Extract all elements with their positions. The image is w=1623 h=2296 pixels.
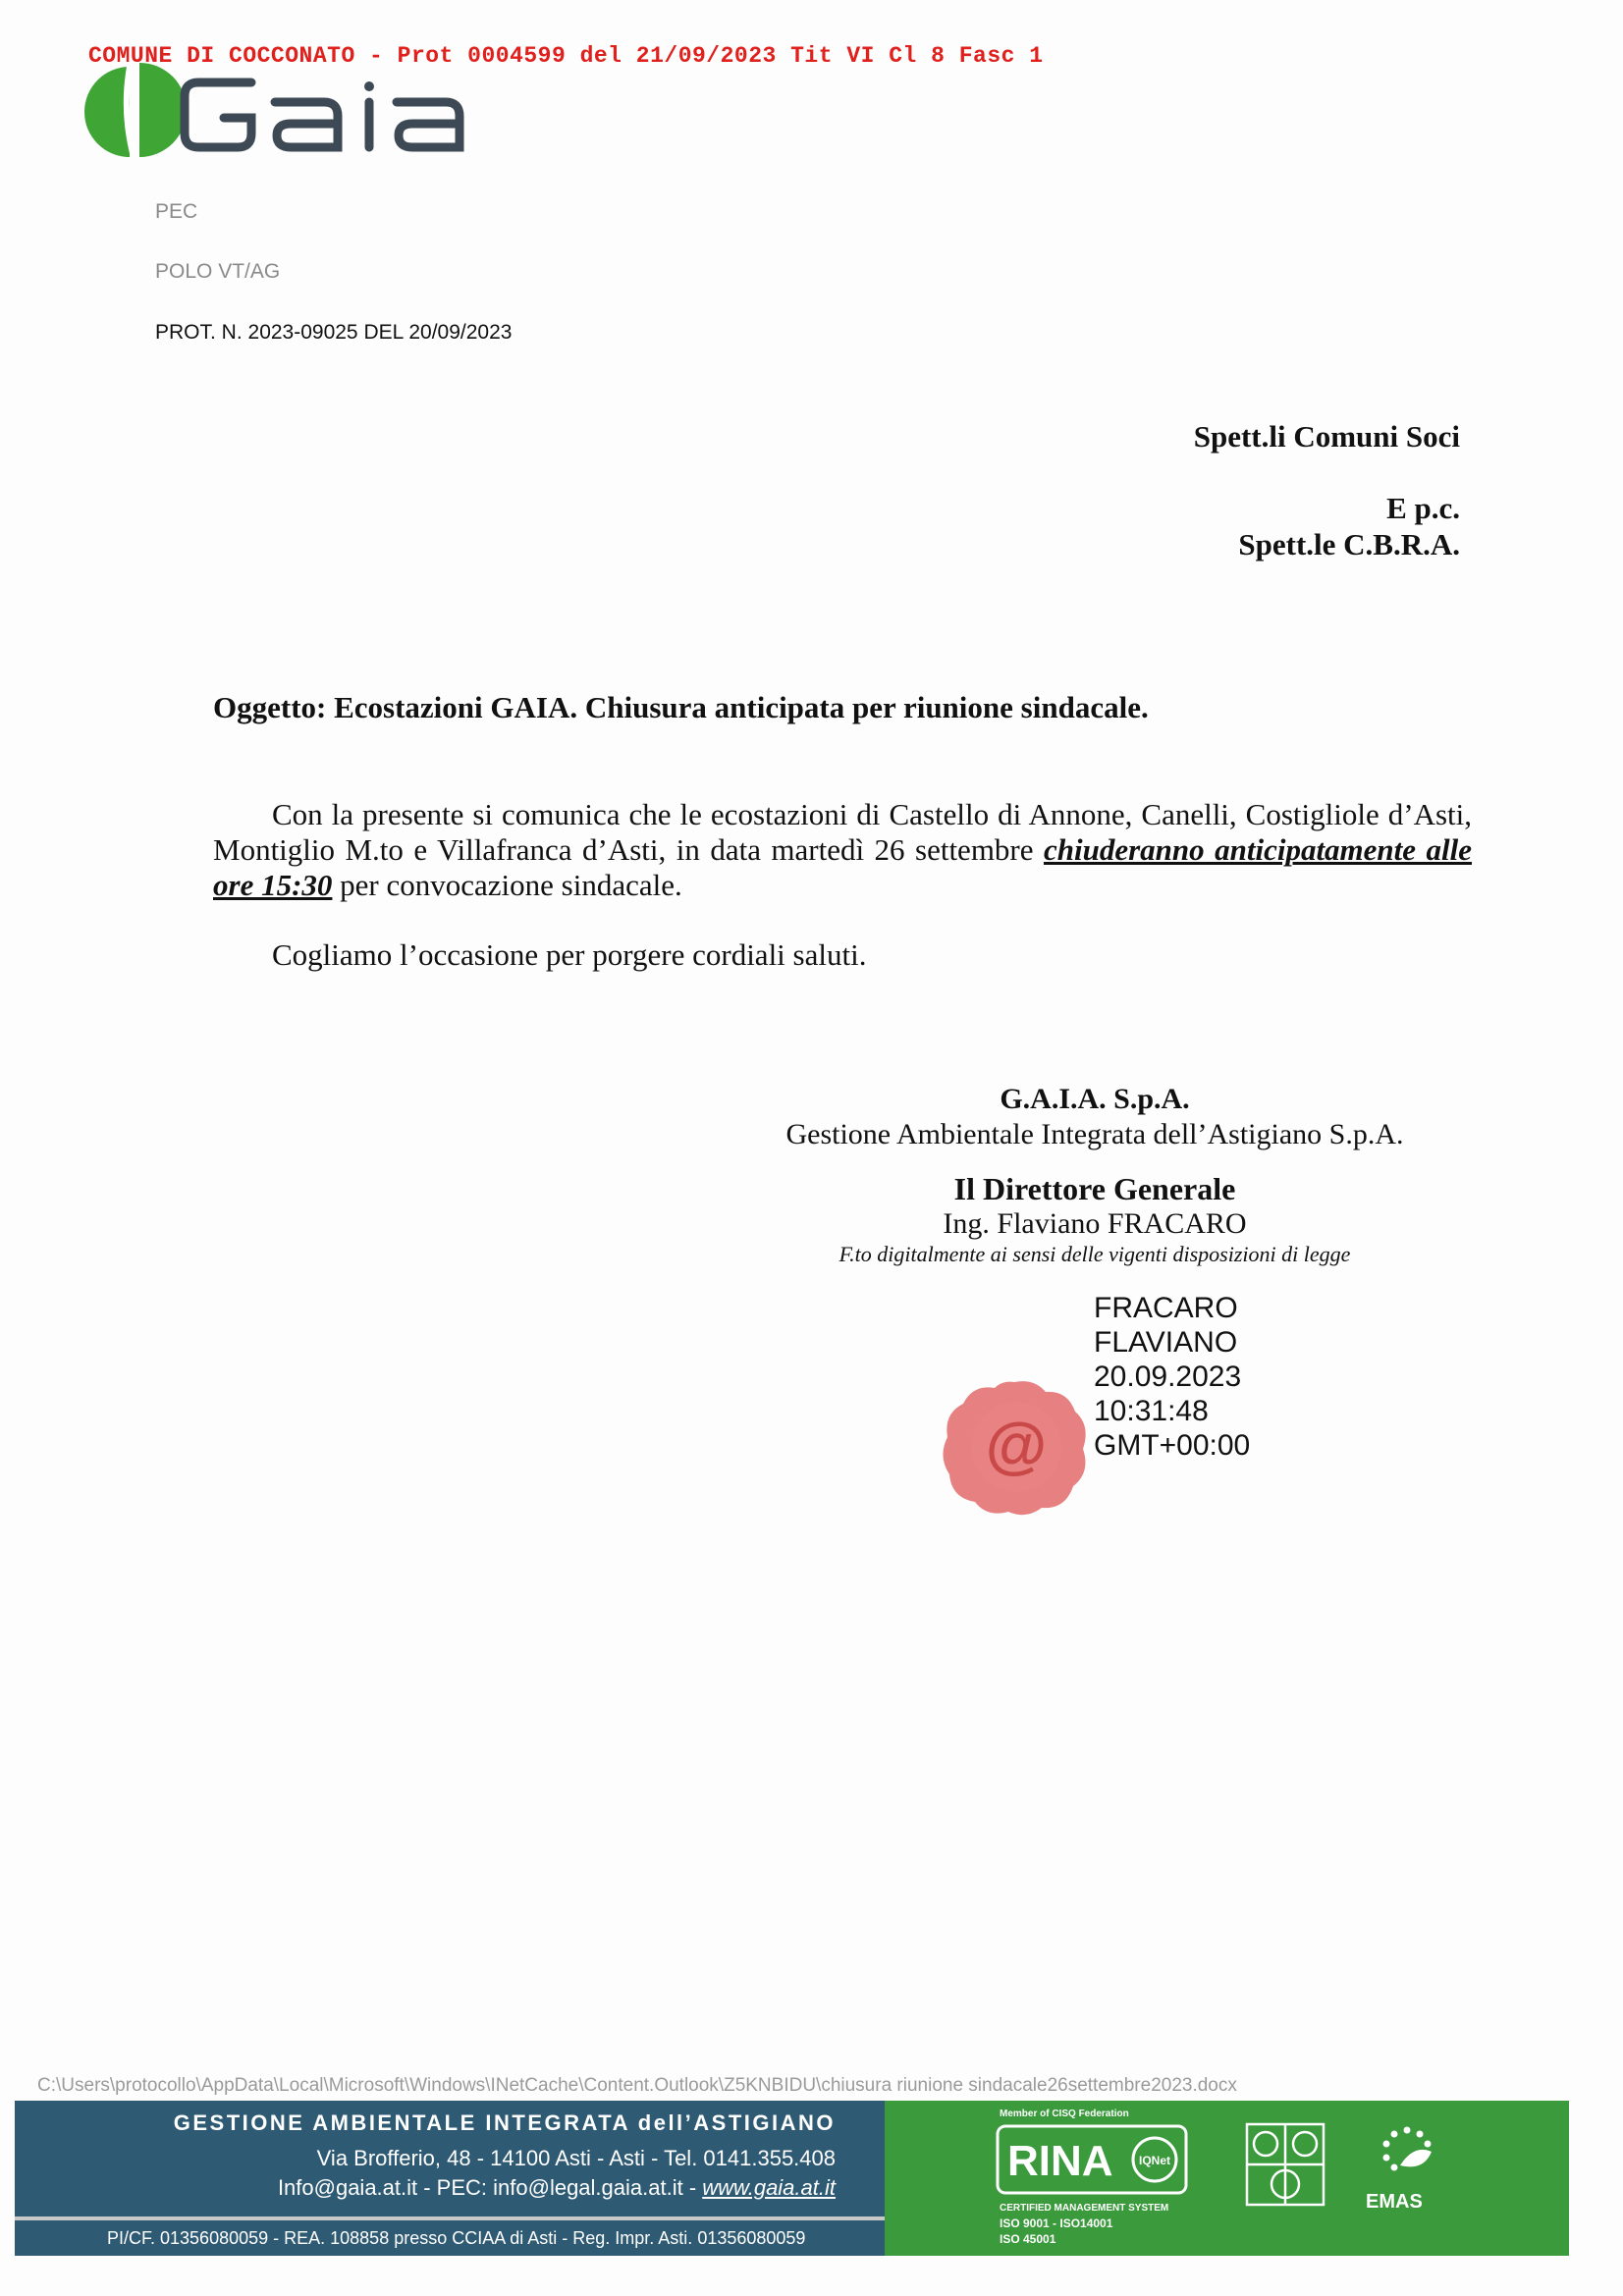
footer-registry (15, 2220, 885, 2256)
signature-role: Il Direttore Generale (953, 1171, 1236, 1206)
emas-label: EMAS (1366, 2191, 1423, 2213)
footer-website-link[interactable]: www.gaia.at.it (702, 2175, 836, 2200)
signature-block (727, 1082, 1463, 1268)
gaia-logo (82, 59, 495, 161)
body-paragraph-2: Cogliamo l’occasione per porgere cordiali saluti. (272, 937, 867, 972)
addressee-cc-label: E p.c. (1386, 491, 1460, 525)
digital-signature-line: FRACARO (1094, 1292, 1238, 1324)
addressee-cc: Spett.le C.B.R.A. (1238, 527, 1460, 561)
wax-seal-at-icon (938, 1376, 1091, 1520)
body-paragraph-1-start: Con la presente si comunica che le ecostazioni di Castello di Annone, Canelli, Costigliole d’Asti, Montiglio M.to e Villafranca d’Asti, in data martedì 26 settembre (213, 797, 1472, 867)
leaf-circle-icon (84, 63, 187, 157)
body-paragraph-1 (213, 797, 1472, 903)
footer-contacts-text: Info@gaia.at.it - PEC: info@legal.gaia.at.it - (277, 2175, 703, 2200)
addressee-primary: Spett.li Comuni Soci (1193, 419, 1460, 454)
digital-signature-line: 10:31:48 (1094, 1395, 1209, 1427)
cert-iso-2: ISO 45001 (1000, 2232, 1056, 2246)
emas-stars-icon (1367, 2122, 1447, 2183)
cisq-member-label: Member of CISQ Federation (1000, 2109, 1129, 2119)
footer-title: GESTIONE AMBIENTALE INTEGRATA dell’ASTIGIANO (173, 2110, 836, 2135)
footer-address: Via Brofferio, 48 - 14100 Asti - Asti - Tel. 0141.355.408 (316, 2146, 836, 2170)
protocol-stamp: COMUNE DI COCCONATO - Prot 0004599 del 21/09/2023 Tit VI Cl 8 Fasc 1 (88, 43, 1044, 69)
svg-text:IQNet: IQNet (1138, 2154, 1171, 2167)
footer-certifications (885, 2101, 1569, 2256)
file-path: C:\Users\protocollo\AppData\Local\Microsoft\Windows\INetCache\Content.Outlook\Z5KNBIDU\chiusura riunione sindacale26settembre2023.docx (37, 2075, 1237, 2096)
body-emphasis: chiuderanno anticipatamente alle ore 15:30 (213, 832, 1472, 902)
signature-company: G.A.I.A. S.p.A. (1000, 1083, 1190, 1115)
signature-name: Ing. Flaviano FRACARO (943, 1207, 1247, 1240)
rina-logo (996, 2124, 1188, 2195)
svg-text:@: @ (985, 1410, 1048, 1480)
cert-iso-1: ISO 9001 - ISO14001 (1000, 2216, 1113, 2230)
footer-company-info (15, 2101, 885, 2220)
digital-signature-line: GMT+00:00 (1094, 1429, 1251, 1462)
cert-system-label: CERTIFIED MANAGEMENT SYSTEM (1000, 2203, 1169, 2214)
pec-label: PEC (155, 200, 198, 223)
protocol-number: PROT. N. 2023-09025 DEL 20/09/2023 (155, 321, 513, 344)
signature-note: F.to digitalmente ai sensi delle vigenti disposizioni di legge (839, 1242, 1351, 1266)
svg-text:RINA: RINA (1007, 2137, 1113, 2185)
digital-signature-info (1094, 1291, 1250, 1463)
cisq-certification-icon (1245, 2122, 1325, 2207)
letter-subject: Oggetto: Ecostazioni GAIA. Chiusura anticipata per riunione sindacale. (213, 690, 1149, 724)
footer-registry-text: PI/CF. 01356080059 - REA. 108858 presso CCIAA di Asti - Reg. Impr. Asti. 01356080059 (107, 2228, 806, 2248)
digital-signature-line: 20.09.2023 (1094, 1361, 1242, 1393)
footer-contacts (278, 2175, 836, 2201)
digital-signature-line: FLAVIANO (1094, 1326, 1238, 1359)
signature-company-full: Gestione Ambientale Integrata dell’Astigiano S.p.A. (785, 1118, 1404, 1150)
office-label: POLO VT/AG (155, 260, 281, 283)
body-paragraph-1-end: per convocazione sindacale. (332, 868, 682, 902)
